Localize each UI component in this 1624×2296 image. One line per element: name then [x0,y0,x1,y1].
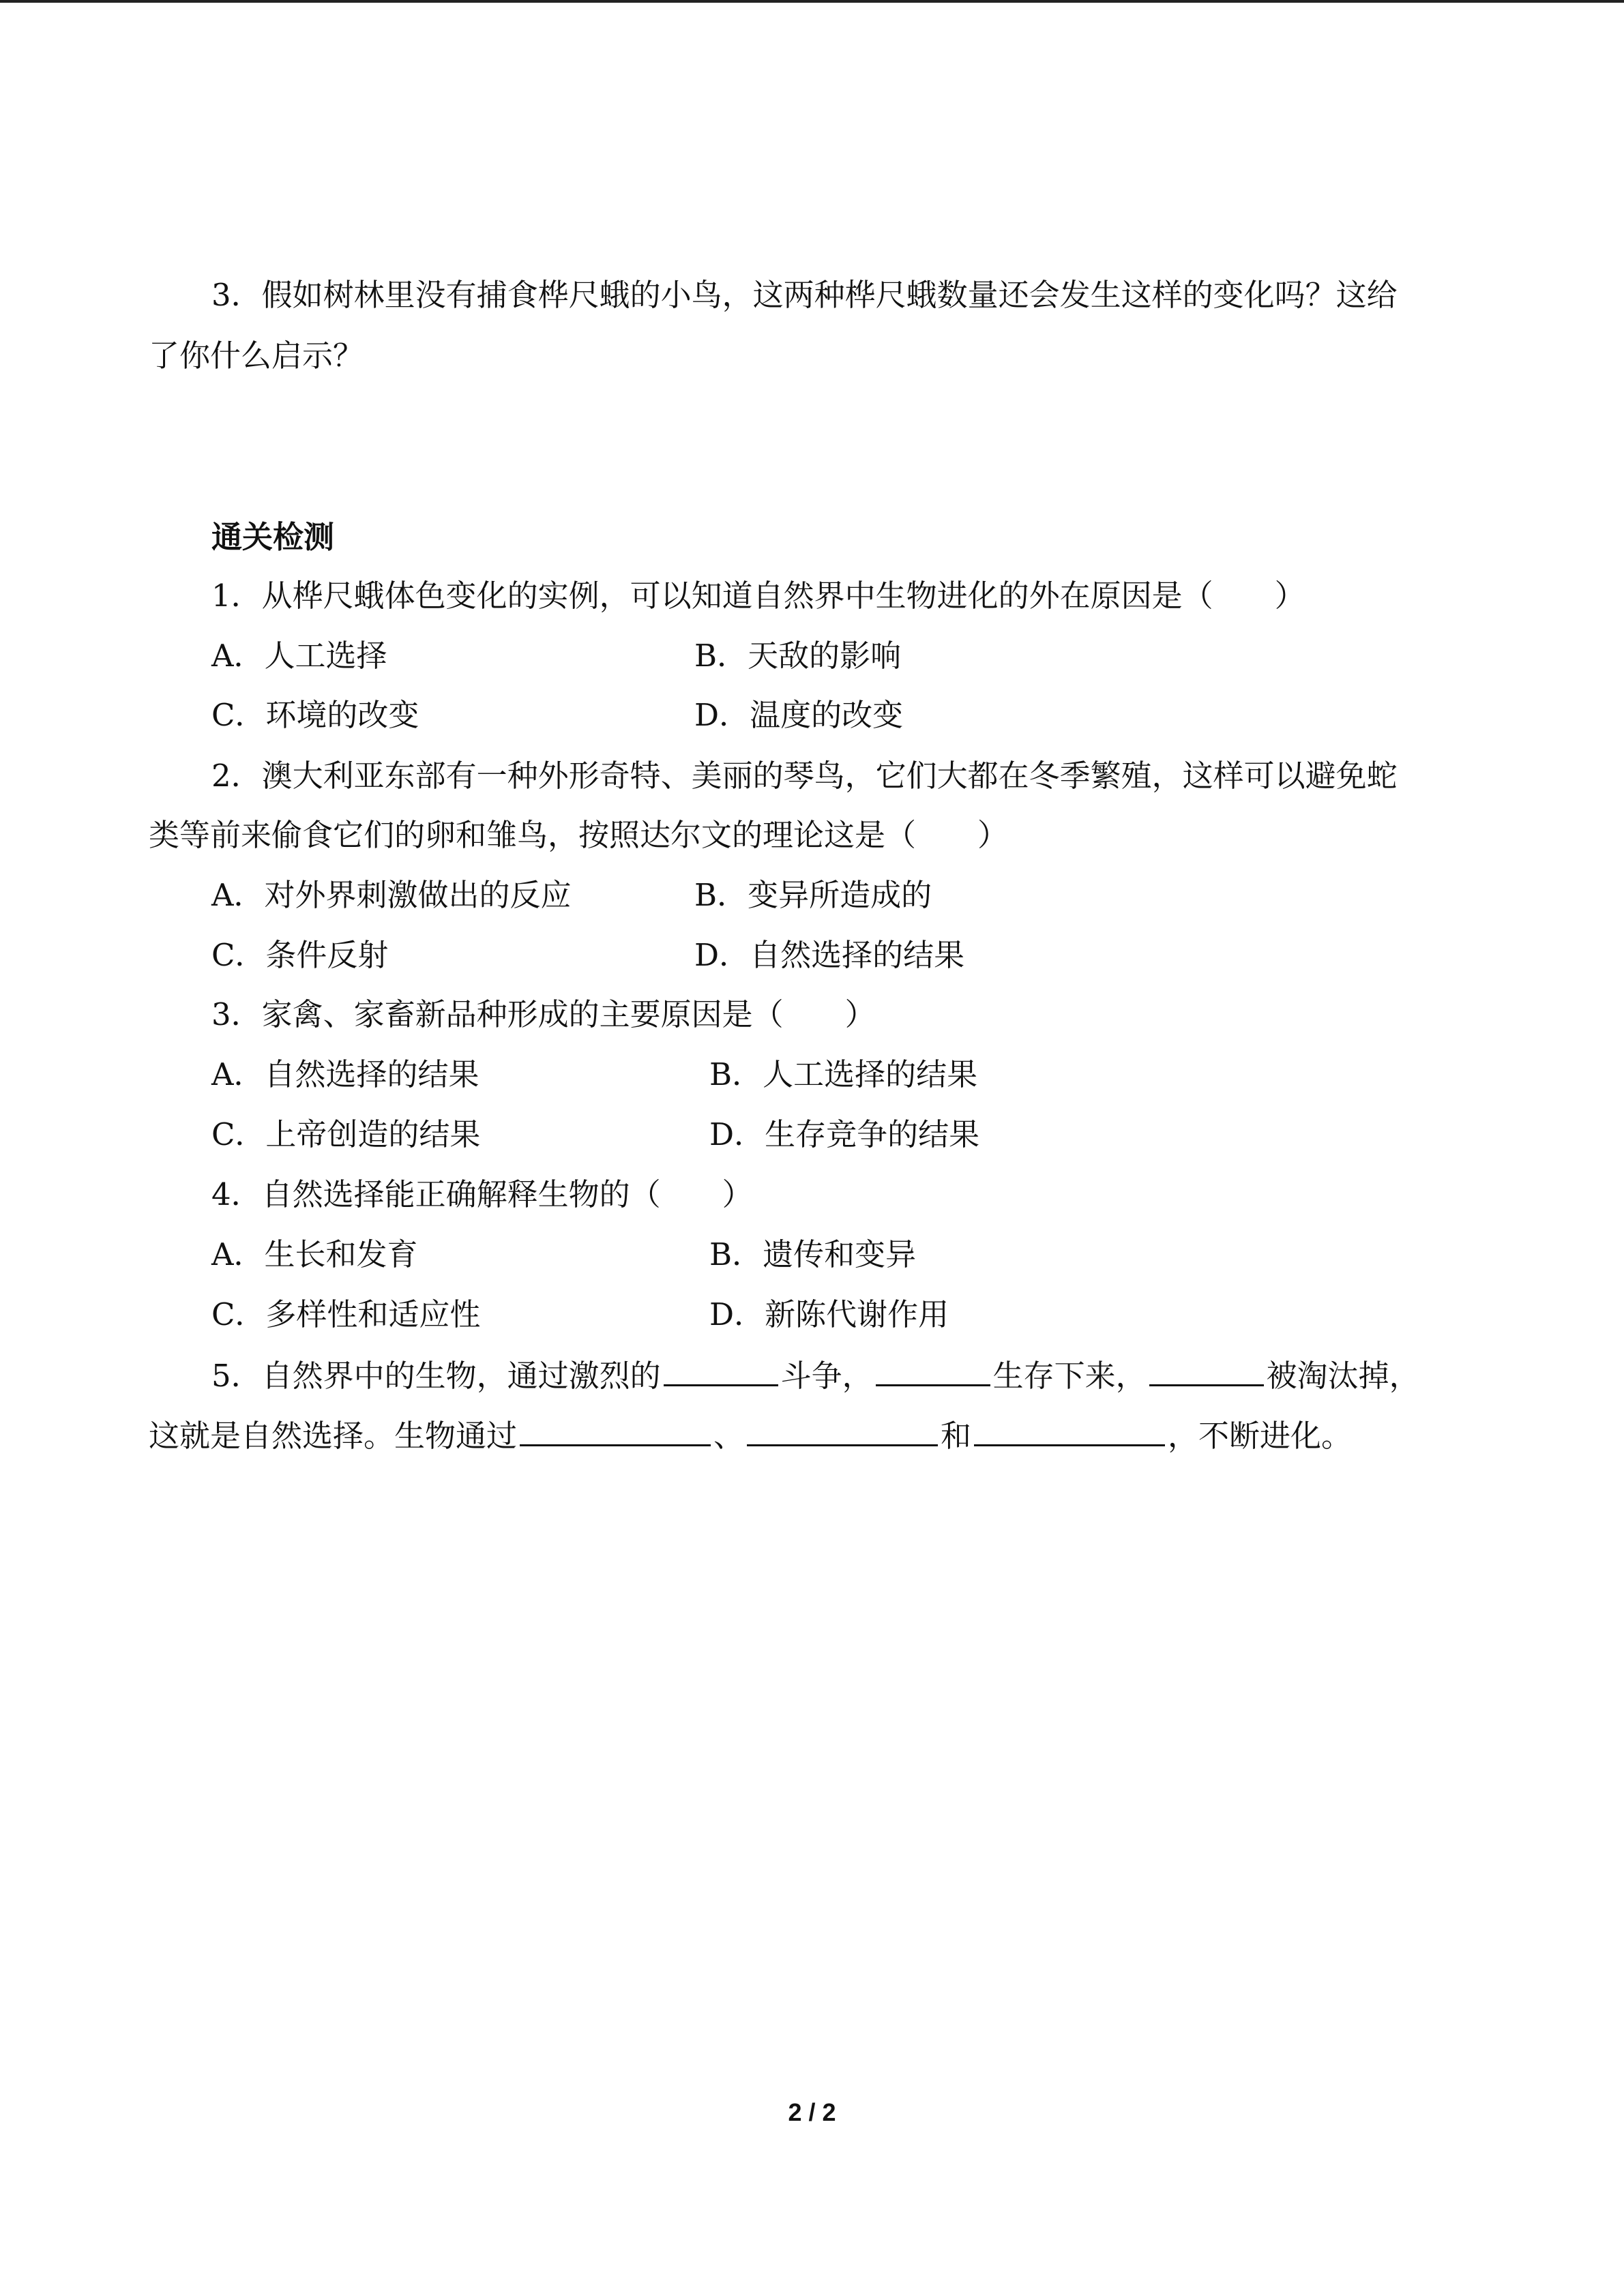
question-4-option-a: A．生长和发育 [211,1236,418,1272]
prev-question-3-line-1: 3．假如树林里没有捕食桦尺蛾的小鸟，这两种桦尺蛾数量还会发生这样的变化吗？这给 [211,277,1398,313]
question-2-option-c: C．条件反射 [211,937,389,973]
question-4-option-c: C．多样性和适应性 [211,1296,481,1332]
question-2-option-d: D．自然选择的结果 [694,937,965,973]
question-4-stem: 4．自然选择能正确解释生物的（ ） [211,1176,753,1212]
q5-blank-1[interactable] [664,1354,778,1386]
question-2-option-a: A．对外界刺激做出的反应 [211,877,572,913]
question-5-line-1 [211,1354,1420,1397]
question-3-stem: 3．家禽、家畜新品种形成的主要原因是（ ） [211,996,876,1032]
question-4-option-b: B．遗传和变异 [709,1236,917,1272]
question-1-option-c: C．环境的改变 [211,697,419,733]
page-number: 2 / 2 [788,2098,836,2126]
q5-blank-6[interactable] [974,1414,1165,1446]
q5-text-6: 、 [713,1418,745,1454]
q5-text-1: 5．自然界中的生物，通过激烈的 [211,1358,661,1394]
question-3-option-d: D．生存竞争的结果 [709,1116,980,1152]
question-1-option-b: B．天敌的影响 [694,638,902,674]
question-3-option-a: A．自然选择的结果 [211,1056,479,1092]
q5-text-4: 被淘汰掉， [1266,1358,1420,1394]
question-3-option-c: C．上帝创造的结果 [211,1116,481,1152]
prev-question-3-line-2: 了你什么启示？ [149,338,364,374]
page-top-border [0,0,1624,3]
q5-blank-3[interactable] [1149,1354,1264,1386]
q5-text-5: 这就是自然选择。生物通过 [149,1418,518,1454]
q5-text-7: 和 [941,1418,972,1454]
q5-blank-5[interactable] [747,1414,938,1446]
question-5-line-2 [149,1414,1352,1457]
section-title: 通关检测 [211,519,335,555]
question-2-option-b: B．变异所造成的 [694,877,932,913]
question-1-option-d: D．温度的改变 [694,697,904,733]
q5-text-8: ，不断进化。 [1168,1418,1353,1454]
q5-blank-2[interactable] [876,1354,990,1386]
question-1-stem: 1．从桦尺蛾体色变化的实例，可以知道自然界中生物进化的外在原因是（ ） [211,578,1305,614]
question-2-stem-line-1: 2．澳大利亚东部有一种外形奇特、美丽的琴鸟，它们大都在冬季繁殖，这样可以避免蛇 [211,758,1398,794]
q5-text-3: 生存下来， [992,1358,1147,1394]
question-3-option-b: B．人工选择的结果 [709,1056,978,1092]
question-1-option-a: A．人工选择 [211,638,387,674]
question-4-option-d: D．新陈代谢作用 [709,1296,949,1332]
q5-blank-4[interactable] [520,1414,711,1446]
q5-text-2: 斗争， [780,1358,873,1394]
question-2-stem-line-2: 类等前来偷食它们的卵和雏鸟，按照达尔文的理论这是（ ） [149,817,1009,853]
